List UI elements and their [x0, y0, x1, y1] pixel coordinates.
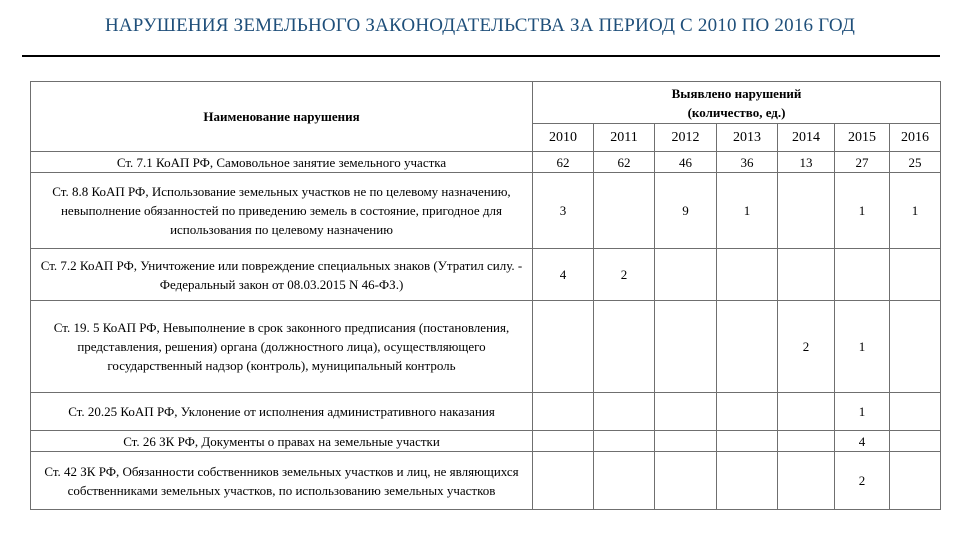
value-cell: 1	[717, 173, 778, 249]
table-row	[31, 431, 941, 452]
value-cell	[594, 301, 655, 393]
table-row	[31, 152, 941, 173]
value-cell	[778, 431, 835, 452]
value-cell	[655, 301, 717, 393]
table-row	[31, 249, 941, 301]
value-cell	[717, 431, 778, 452]
year-header: 2010	[533, 124, 594, 152]
value-cell: 62	[594, 152, 655, 173]
value-cell: 9	[655, 173, 717, 249]
page-title: НАРУШЕНИЯ ЗЕМЕЛЬНОГО ЗАКОНОДАТЕЛЬСТВА ЗА ПЕРИОД С 2010 ПО 2016 ГОД	[104, 15, 856, 36]
value-cell	[655, 431, 717, 452]
year-header: 2011	[594, 124, 655, 152]
group-header-line1: Выявлено нарушений	[671, 85, 802, 101]
value-cell: 4	[533, 249, 594, 301]
year-header: 2014	[778, 124, 835, 152]
value-cell	[533, 431, 594, 452]
year-header: 2013	[717, 124, 778, 152]
violation-name: Ст. 26 ЗК РФ, Документы о правах на земельные участки	[31, 431, 533, 452]
value-cell: 62	[533, 152, 594, 173]
value-cell	[594, 431, 655, 452]
violation-name: Ст. 19. 5 КоАП РФ, Невыполнение в срок законного предписания (постановления, представления, решения) органа (должностного лица), осуществляющего государственный надзор (контроль), муниципальный контроль	[31, 301, 533, 393]
value-cell: 25	[890, 152, 941, 173]
value-cell	[533, 301, 594, 393]
year-header: 2012	[655, 124, 717, 152]
table-row	[31, 452, 941, 510]
value-cell	[890, 393, 941, 431]
value-cell: 46	[655, 152, 717, 173]
value-cell	[655, 452, 717, 510]
value-cell	[655, 393, 717, 431]
value-cell	[655, 249, 717, 301]
name-column-header: Наименование нарушения	[31, 82, 533, 152]
value-cell	[890, 249, 941, 301]
table-row	[31, 301, 941, 393]
year-header: 2015	[835, 124, 890, 152]
value-cell: 27	[835, 152, 890, 173]
violation-name: Ст. 20.25 КоАП РФ, Уклонение от исполнения административного наказания	[31, 393, 533, 431]
value-cell: 4	[835, 431, 890, 452]
value-cell	[890, 431, 941, 452]
violation-name: Ст. 7.1 КоАП РФ, Самовольное занятие земельного участка	[31, 152, 533, 173]
value-cell	[533, 393, 594, 431]
value-cell	[778, 249, 835, 301]
year-header: 2016	[890, 124, 941, 152]
value-cell: 1	[835, 173, 890, 249]
value-cell	[778, 173, 835, 249]
value-cell: 1	[835, 301, 890, 393]
group-header-line2: (количество, ед.)	[687, 104, 786, 120]
value-cell	[890, 452, 941, 510]
violation-name: Ст. 7.2 КоАП РФ, Уничтожение или повреждение специальных знаков (Утратил силу. - Федеральный закон от 08.03.2015 N 46-ФЗ.)	[31, 249, 533, 301]
value-cell	[778, 393, 835, 431]
value-cell	[717, 301, 778, 393]
value-cell	[778, 452, 835, 510]
violation-name: Ст. 8.8 КоАП РФ, Использование земельных участков не по целевому назначению, невыполнение обязанностей по приведению земель в состояние, пригодное для использования по целевому назначению	[31, 173, 533, 249]
value-cell: 1	[890, 173, 941, 249]
table-row	[31, 393, 941, 431]
value-cell	[533, 452, 594, 510]
value-cell	[594, 393, 655, 431]
title-divider	[22, 55, 940, 57]
value-cell	[717, 249, 778, 301]
value-cell: 2	[594, 249, 655, 301]
value-cell	[594, 173, 655, 249]
value-cell: 2	[835, 452, 890, 510]
value-cell: 36	[717, 152, 778, 173]
value-cell	[594, 452, 655, 510]
value-cell: 1	[835, 393, 890, 431]
value-cell	[717, 452, 778, 510]
value-cell	[890, 301, 941, 393]
value-cell	[717, 393, 778, 431]
value-cell: 2	[778, 301, 835, 393]
value-cell: 13	[778, 152, 835, 173]
table-row	[31, 173, 941, 249]
group-header	[533, 82, 941, 124]
violations-table	[30, 81, 941, 510]
value-cell: 3	[533, 173, 594, 249]
violation-name: Ст. 42 ЗК РФ, Обязанности собственников земельных участков и лиц, не являющихся собственниками земельных участков, по использованию земельных участков	[31, 452, 533, 510]
value-cell	[835, 249, 890, 301]
